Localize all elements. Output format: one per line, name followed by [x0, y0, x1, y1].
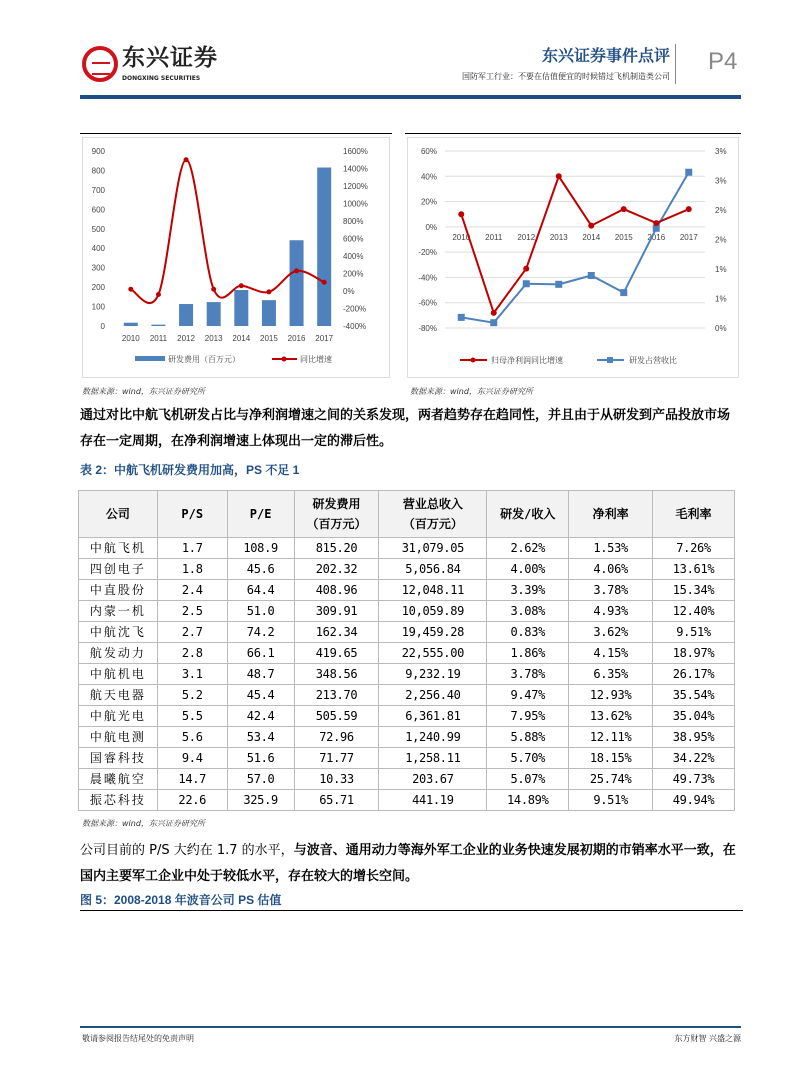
chart-profit-vs-rd — [405, 133, 741, 380]
left-axis-tick: 40% — [420, 172, 437, 182]
x-axis-tick: 2010 — [121, 334, 140, 343]
table-cell: 71.77 — [294, 748, 379, 769]
table-cell: 1,240.99 — [379, 727, 487, 748]
growth-point — [211, 287, 216, 292]
table-cell: 航发动力 — [79, 643, 158, 664]
table-cell: 108.9 — [227, 538, 294, 559]
column-header: 净利率 — [569, 491, 653, 538]
table-cell: 1.53% — [569, 538, 653, 559]
right-axis-tick: 3% — [715, 176, 727, 186]
table-cell: 中航电测 — [79, 727, 158, 748]
table-caption: 表 2：中航飞机研发费用加高，PS 不足 1 — [80, 463, 300, 477]
left-axis-tick: 800 — [91, 166, 105, 176]
figure-rule — [80, 910, 743, 911]
table-cell: 中航机电 — [79, 664, 158, 685]
left-axis-tick: -40% — [418, 273, 437, 283]
legend-bar-swatch — [135, 356, 165, 361]
report-subtitle: 国防军工行业：不要在估值便宜的时候错过飞机制造类公司 — [462, 72, 670, 81]
right-axis-tick: 0% — [715, 324, 727, 333]
table-cell: 10,059.89 — [379, 601, 487, 622]
logo-text: 东兴证券 — [122, 45, 218, 71]
table-cell: 42.4 — [227, 706, 294, 727]
table-cell: 48.7 — [227, 664, 294, 685]
growth-point — [239, 283, 244, 288]
table-cell: 325.9 — [227, 790, 294, 811]
table-cell: 2.8 — [157, 643, 227, 664]
table-cell: 72.96 — [294, 727, 379, 748]
table-cell: 51.0 — [227, 601, 294, 622]
table-cell: 9.51% — [653, 622, 735, 643]
profit-growth-point — [621, 206, 627, 212]
table-cell: 18.97% — [653, 643, 735, 664]
table-cell: 2.5 — [157, 601, 227, 622]
table-cell: 505.59 — [294, 706, 379, 727]
profit-growth-point — [588, 223, 594, 229]
profit-growth-point — [458, 211, 464, 217]
table-cell: 51.6 — [227, 748, 294, 769]
table-cell: 25.74% — [569, 769, 653, 790]
table-cell: 3.78% — [569, 580, 653, 601]
x-axis-tick: 2013 — [204, 334, 223, 343]
valuation-table — [78, 490, 735, 811]
analysis-paragraph: 通过对比中航飞机研发占比与净利润增速之间的关系发现，两者趋势存在趋同性，并且由于从研发到产品投放市场存在一定周期，在净利润增速上体现出一定的滞后性。 — [80, 408, 731, 449]
table-cell: 中航光电 — [79, 706, 158, 727]
profit-growth-point — [523, 266, 529, 272]
table-cell: 35.04% — [653, 706, 735, 727]
bar — [290, 240, 304, 326]
table-cell: 1.7 — [157, 538, 227, 559]
table-row — [79, 538, 735, 559]
table-cell: 22,555.00 — [379, 643, 487, 664]
ps-paragraph — [80, 838, 742, 890]
table-row — [79, 643, 735, 664]
table-cell: 3.78% — [487, 664, 569, 685]
report-title: 东兴证券事件点评 — [541, 46, 670, 65]
header-rule — [80, 95, 741, 99]
growth-point — [156, 292, 161, 297]
right-axis-tick: 0% — [343, 287, 355, 296]
table-row — [79, 706, 735, 727]
table-cell: 65.71 — [294, 790, 379, 811]
right-axis-tick: 1200% — [343, 182, 368, 191]
x-axis-tick: 2014 — [582, 232, 601, 242]
table-cell: 中直股份 — [79, 580, 158, 601]
table-source: 数据来源：wind，东兴证券研究所 — [82, 819, 205, 828]
table-cell: 14.89% — [487, 790, 569, 811]
chart1-source: 数据来源：wind，东兴证券研究所 — [82, 387, 205, 396]
table-cell: 9.51% — [569, 790, 653, 811]
table-cell: 9.47% — [487, 685, 569, 706]
header-divider — [675, 44, 676, 84]
table-cell: 9.4 — [157, 748, 227, 769]
legend-blue-marker — [607, 357, 613, 363]
table-cell: 45.6 — [227, 559, 294, 580]
left-axis-tick: 100 — [91, 302, 105, 312]
table-cell: 6,361.81 — [379, 706, 487, 727]
bar — [234, 290, 248, 326]
table-cell: 4.93% — [569, 601, 653, 622]
table-cell: 74.2 — [227, 622, 294, 643]
table-cell: 213.70 — [294, 685, 379, 706]
x-axis-tick: 2016 — [287, 334, 306, 343]
table-cell: 中航沈飞 — [79, 622, 158, 643]
table-row — [79, 559, 735, 580]
table-cell: 国睿科技 — [79, 748, 158, 769]
table-cell: 49.73% — [653, 769, 735, 790]
right-axis-tick: 600% — [343, 234, 364, 244]
table-cell: 348.56 — [294, 664, 379, 685]
table-cell: 1.8 — [157, 559, 227, 580]
x-axis-tick: 2012 — [177, 334, 195, 343]
table-cell: 5.70% — [487, 748, 569, 769]
ps-paragraph-bold: 与波音、通用动力等海外军工企业的业务快速发展初期的市销率水平一致，在国内主要军工企业中处于较低水平，存在较大的增长空间。 — [80, 843, 736, 884]
table-cell: 13.61% — [653, 559, 735, 580]
table-cell: 5.07% — [487, 769, 569, 790]
table-cell: 5,056.84 — [379, 559, 487, 580]
table-cell: 12.93% — [569, 685, 653, 706]
table-cell: 162.34 — [294, 622, 379, 643]
table-cell: 38.95% — [653, 727, 735, 748]
right-axis-tick: 3% — [715, 147, 727, 156]
table-cell: 203.67 — [379, 769, 487, 790]
left-axis-tick: 20% — [420, 197, 437, 207]
bar — [179, 304, 193, 326]
table-cell: 49.94% — [653, 790, 735, 811]
chart-rd-expense — [80, 133, 392, 380]
table-row — [79, 769, 735, 790]
footer-slogan: 东方财智 兴盛之源 — [674, 1034, 741, 1043]
right-axis-tick: 1600% — [343, 147, 368, 156]
logo-icon — [82, 46, 118, 82]
x-axis-tick: 2017 — [315, 334, 334, 343]
left-axis-tick: 60% — [420, 147, 437, 156]
left-axis-tick: -20% — [418, 248, 437, 258]
profit-growth-point — [686, 206, 692, 212]
legend-line-marker — [282, 357, 287, 362]
x-axis-tick: 2017 — [679, 232, 698, 242]
table-cell: 10.33 — [294, 769, 379, 790]
table-cell: 1,258.11 — [379, 748, 487, 769]
table-cell: 4.15% — [569, 643, 653, 664]
table-cell: 0.83% — [487, 622, 569, 643]
x-axis-tick: 2011 — [485, 232, 503, 242]
table-cell: 晨曦航空 — [79, 769, 158, 790]
table-cell: 34.22% — [653, 748, 735, 769]
right-axis-tick: -200% — [343, 304, 367, 314]
table-cell: 408.96 — [294, 580, 379, 601]
figure-caption: 图 5：2008-2018 年波音公司 PS 估值 — [80, 893, 282, 907]
table-cell: 5.88% — [487, 727, 569, 748]
rd-ratio-point — [523, 280, 530, 287]
table-cell: 12.11% — [569, 727, 653, 748]
table-cell: 35.54% — [653, 685, 735, 706]
right-axis-tick: 400% — [343, 252, 364, 261]
x-axis-tick: 2015 — [260, 334, 278, 343]
x-axis-tick: 2011 — [149, 334, 168, 343]
table-row — [79, 727, 735, 748]
right-axis-tick: 1400% — [343, 164, 368, 174]
right-axis-tick: 2% — [715, 235, 727, 245]
column-header: 营业总收入 （百万元） — [379, 491, 487, 538]
left-axis-tick: 200 — [91, 283, 105, 293]
table-row — [79, 685, 735, 706]
table-cell: 12.40% — [653, 601, 735, 622]
rd-ratio-point — [490, 319, 497, 326]
legend-red-marker — [471, 358, 476, 363]
rd-ratio-point — [620, 289, 627, 296]
table-cell: 1.86% — [487, 643, 569, 664]
table-cell: 31,079.05 — [379, 538, 487, 559]
legend-blue-label: 研发占营收比 — [629, 356, 677, 365]
column-header: 研发费用 （百万元） — [294, 491, 379, 538]
left-axis-tick: 0% — [425, 222, 437, 232]
table-cell: 2.4 — [157, 580, 227, 601]
table-row — [79, 580, 735, 601]
bar — [151, 325, 165, 326]
x-axis-tick: 2015 — [614, 232, 633, 242]
growth-point — [184, 157, 189, 162]
left-axis-tick: 700 — [91, 185, 105, 195]
rd-ratio-point — [458, 314, 465, 321]
bar — [317, 168, 331, 326]
table-cell: 815.20 — [294, 538, 379, 559]
table-cell: 中航飞机 — [79, 538, 158, 559]
column-header: 研发/收入 — [487, 491, 569, 538]
right-axis-tick: 1% — [715, 265, 727, 274]
table-cell: 15.34% — [653, 580, 735, 601]
table-row — [79, 622, 735, 643]
bar — [262, 300, 276, 326]
chart-rd-expense-svg — [80, 134, 392, 381]
left-axis-tick: -60% — [418, 298, 437, 308]
legend-bar-label: 研发费用（百万元） — [168, 355, 240, 364]
table-cell: 航天电器 — [79, 685, 158, 706]
left-axis-tick: 500 — [91, 224, 105, 234]
column-header: 公司 — [79, 491, 158, 538]
right-axis-tick: 200% — [343, 269, 364, 279]
left-axis-tick: 400 — [91, 244, 105, 254]
growth-point — [294, 268, 299, 273]
footer-disclaimer: 敬请参阅报告结尾处的免责声明 — [82, 1034, 194, 1043]
chart-profit-vs-rd-svg — [405, 134, 741, 381]
table-cell: 9,232.19 — [379, 664, 487, 685]
rd-ratio-line — [461, 172, 689, 322]
table-cell: 2.62% — [487, 538, 569, 559]
ps-paragraph-normal: 公司目前的 P/S 大约在 1.7 的水平， — [80, 843, 294, 858]
table-cell: 5.2 — [157, 685, 227, 706]
table-cell: 26.17% — [653, 664, 735, 685]
table-cell: 419.65 — [294, 643, 379, 664]
growth-point — [322, 280, 327, 285]
table-cell: 18.15% — [569, 748, 653, 769]
rd-ratio-point — [685, 169, 692, 176]
rd-ratio-point — [555, 281, 562, 288]
table-cell: 3.62% — [569, 622, 653, 643]
legend-red-label: 归母净利润同比增速 — [491, 356, 563, 365]
x-axis-tick: 2010 — [452, 232, 471, 242]
table-cell: 振芯科技 — [79, 790, 158, 811]
rd-ratio-point — [588, 272, 595, 279]
table-cell: 5.5 — [157, 706, 227, 727]
table-row — [79, 664, 735, 685]
table-cell: 14.7 — [157, 769, 227, 790]
left-axis-tick: -80% — [418, 324, 437, 333]
table-cell: 5.6 — [157, 727, 227, 748]
x-axis-tick: 2012 — [517, 232, 536, 242]
profit-growth-point — [653, 220, 659, 226]
table-cell: 6.35% — [569, 664, 653, 685]
table-cell: 66.1 — [227, 643, 294, 664]
table-cell: 四创电子 — [79, 559, 158, 580]
table-cell: 2,256.40 — [379, 685, 487, 706]
table-cell: 2.7 — [157, 622, 227, 643]
table-cell: 57.0 — [227, 769, 294, 790]
profit-growth-point — [556, 173, 562, 179]
table-cell: 309.91 — [294, 601, 379, 622]
table-cell: 22.6 — [157, 790, 227, 811]
profit-growth-point — [491, 310, 497, 316]
table-cell: 4.00% — [487, 559, 569, 580]
bar — [207, 302, 221, 326]
table-cell: 441.19 — [379, 790, 487, 811]
x-axis-tick: 2013 — [549, 232, 568, 242]
growth-point — [266, 289, 271, 294]
growth-point — [128, 287, 133, 292]
right-axis-tick: 1% — [715, 294, 727, 304]
table-cell: 45.4 — [227, 685, 294, 706]
table-cell: 4.06% — [569, 559, 653, 580]
x-axis-tick: 2014 — [232, 334, 251, 343]
table-cell: 64.4 — [227, 580, 294, 601]
page-number: P4 — [708, 48, 738, 75]
column-header: 毛利率 — [653, 491, 735, 538]
logo-subtext: DONGXING SECURITIES — [122, 75, 201, 82]
table-cell: 7.95% — [487, 706, 569, 727]
table-row — [79, 748, 735, 769]
right-axis-tick: 800% — [343, 217, 364, 226]
left-axis-tick: 600 — [91, 205, 105, 215]
chart2-source: 数据来源：wind，东兴证券研究所 — [410, 387, 533, 396]
column-header: P/E — [227, 491, 294, 538]
table-cell: 7.26% — [653, 538, 735, 559]
bar — [124, 323, 138, 326]
table-cell: 3.1 — [157, 664, 227, 685]
left-axis-tick: 0 — [100, 322, 105, 331]
footer-rule — [80, 1026, 741, 1028]
table-cell: 202.32 — [294, 559, 379, 580]
table-cell: 13.62% — [569, 706, 653, 727]
left-axis-tick: 300 — [91, 263, 105, 273]
table-cell: 19,459.28 — [379, 622, 487, 643]
right-axis-tick: -400% — [343, 322, 367, 331]
right-axis-tick: 1000% — [343, 199, 368, 209]
table-row — [79, 601, 735, 622]
left-axis-tick: 900 — [91, 147, 105, 156]
table-cell: 3.08% — [487, 601, 569, 622]
column-header: P/S — [157, 491, 227, 538]
right-axis-tick: 2% — [715, 206, 727, 215]
table-cell: 12,048.11 — [379, 580, 487, 601]
table-cell: 内蒙一机 — [79, 601, 158, 622]
legend-line-label: 同比增速 — [300, 355, 332, 364]
table-row — [79, 790, 735, 811]
profit-growth-line — [461, 176, 689, 313]
table-cell: 53.4 — [227, 727, 294, 748]
x-axis-tick: 2016 — [647, 232, 666, 242]
table-cell: 3.39% — [487, 580, 569, 601]
